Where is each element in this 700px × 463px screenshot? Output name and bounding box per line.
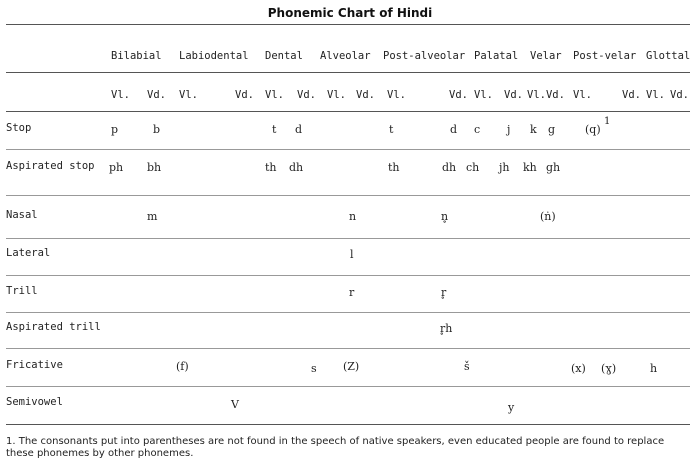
phoneme-cell: ph <box>109 161 124 174</box>
rule-under-voicing <box>6 111 690 112</box>
rule-bottom <box>6 424 690 425</box>
phoneme-cell: t <box>389 123 394 136</box>
phoneme-cell: kh <box>523 161 537 174</box>
phoneme-cell: V <box>231 398 239 411</box>
phoneme-cell: p <box>111 123 119 136</box>
rule-row <box>6 238 690 239</box>
phoneme-cell: c <box>474 123 481 136</box>
footnote-marker: 1 <box>604 116 611 127</box>
row-label-nasal: Nasal <box>6 209 38 221</box>
voicing-label: Vl. <box>573 89 592 101</box>
phoneme-cell: dh <box>289 161 304 174</box>
place-header-alveolar: Alveolar <box>320 50 371 62</box>
row-label-aspirated-stop: Aspirated stop <box>6 160 95 172</box>
voicing-label: Vd. <box>504 89 523 101</box>
voicing-label: Vl.Vd. <box>527 89 565 101</box>
voicing-label: Vd. <box>235 89 254 101</box>
phoneme-cell: th <box>265 161 277 174</box>
voicing-label: Vl. <box>646 89 665 101</box>
place-header-post-velar: Post-velar <box>573 50 637 62</box>
phoneme-cell: š <box>464 360 470 373</box>
rule-top <box>6 24 690 25</box>
rule-row <box>6 195 690 196</box>
phoneme-cell: h <box>650 362 658 375</box>
voicing-label: Vl. <box>474 89 493 101</box>
voicing-label: Vd. <box>449 89 468 101</box>
phoneme-cell: m <box>147 210 158 223</box>
rule-row <box>6 386 690 387</box>
phoneme-cell: r <box>349 286 355 299</box>
voicing-label: Vd. <box>622 89 641 101</box>
voicing-label: Vl. <box>265 89 284 101</box>
phoneme-cell: j <box>507 123 511 136</box>
voicing-label: Vl. <box>179 89 198 101</box>
phoneme-cell: dh <box>442 161 457 174</box>
row-label-semivowel: Semivowel <box>6 396 63 408</box>
voicing-label: Vl. <box>387 89 406 101</box>
phoneme-cell: d <box>295 123 303 136</box>
row-label-trill: Trill <box>6 285 38 297</box>
place-header-palatal: Palatal <box>474 50 519 62</box>
phoneme-cell: y <box>508 401 515 414</box>
place-header-glottal: Glottal <box>646 50 691 62</box>
phoneme-cell: (ṅ) <box>540 210 556 223</box>
phoneme-cell: bh <box>147 161 162 174</box>
phoneme-cell: r̥ <box>441 286 447 299</box>
phoneme-cell: k <box>530 123 537 136</box>
voicing-label: Vl. <box>327 89 346 101</box>
voicing-label: Vd. <box>356 89 375 101</box>
rule-row <box>6 312 690 313</box>
phoneme-cell: t <box>272 123 277 136</box>
phoneme-cell: s <box>311 362 317 375</box>
phoneme-cell: l <box>350 248 354 261</box>
phoneme-cell: b <box>153 123 161 136</box>
phoneme-cell: n̥ <box>441 210 449 223</box>
voicing-label: Vd. <box>147 89 166 101</box>
phoneme-cell: gh <box>546 161 561 174</box>
row-label-stop: Stop <box>6 122 32 134</box>
rule-row <box>6 149 690 150</box>
voicing-label: Vd. <box>670 89 689 101</box>
rule-row <box>6 275 690 276</box>
voicing-label: Vd. <box>297 89 316 101</box>
rule-row <box>6 348 690 349</box>
row-label-aspirated-trill: Aspirated trill <box>6 321 101 333</box>
phoneme-cell: n <box>349 210 357 223</box>
phoneme-cell: th <box>388 161 400 174</box>
phoneme-cell: d <box>450 123 458 136</box>
phoneme-cell: (ɣ) <box>601 362 617 375</box>
phoneme-cell: (x) <box>571 362 586 375</box>
footnote-text: 1. The consonants put into parentheses are not found in the speech of native speakers, even educated people are found to replace these phonemes by other phonemes. <box>6 436 665 459</box>
phoneme-cell: r̥h <box>440 322 453 335</box>
place-header-dental: Dental <box>265 50 303 62</box>
row-label-lateral: Lateral <box>6 247 51 259</box>
place-header-labiodental: Labiodental <box>179 50 249 62</box>
phoneme-cell: (Z) <box>343 360 360 373</box>
chart-title: Phonemic Chart of Hindi <box>267 6 433 20</box>
phoneme-cell: ch <box>466 161 480 174</box>
rule-under-places <box>6 72 690 73</box>
phoneme-cell: jh <box>499 161 510 174</box>
phoneme-cell: (q) <box>585 123 601 136</box>
place-header-bilabial: Bilabial <box>111 50 162 62</box>
phoneme-cell: g <box>548 123 556 136</box>
phoneme-cell: (f) <box>176 360 189 373</box>
place-header-velar: Velar <box>530 50 562 62</box>
row-label-fricative: Fricative <box>6 359 63 371</box>
place-header-post-alveolar: Post-alveolar <box>383 50 466 62</box>
voicing-label: Vl. <box>111 89 130 101</box>
